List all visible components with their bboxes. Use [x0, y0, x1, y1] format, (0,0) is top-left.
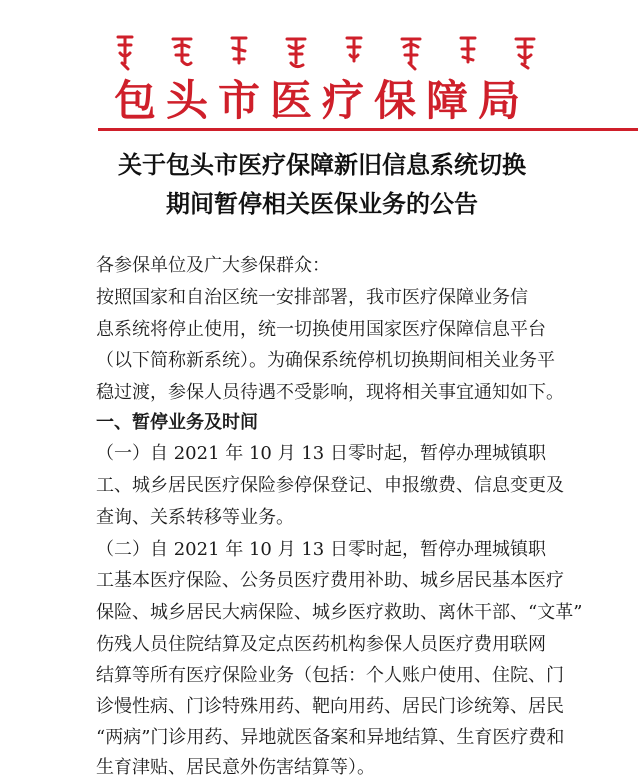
body-line: 稳过渡，参保人员待遇不受影响，现将相关事宜通知如下。	[96, 382, 564, 403]
issuing-organization-name: 包头市医疗保障局	[113, 76, 530, 125]
document-title-line-2: 期间暂停相关医保业务的公告	[166, 189, 478, 218]
mongolian-word-glyph	[281, 33, 311, 73]
body-line: （二）自 2021 年 10 月 13 日零时起，暂停办理城镇职	[96, 539, 546, 560]
body-line: 保险、城乡居民大病保险、城乡医疗救助、离休干部、“文革”	[96, 602, 583, 623]
body-line: 生育津贴、居民意外伤害结算等）。	[96, 757, 375, 778]
body-line: （以下简称新系统）。为确保系统停机切换期间相关业务平	[96, 350, 555, 371]
mongolian-word-glyph	[453, 33, 483, 73]
section-heading: 一、暂停业务及时间	[96, 412, 258, 433]
mongolian-word-glyph	[339, 33, 369, 73]
mongolian-word-glyph	[110, 33, 140, 73]
body-line: 工基本医疗保险、公务员医疗费用补助、城乡居民基本医疗	[96, 570, 564, 591]
body-line: 查询、关系转移等业务。	[96, 507, 294, 528]
body-line: 工、城乡居民医疗保险参停保登记、申报缴费、信息变更及	[96, 475, 564, 496]
body-line: 伤残人员住院结算及定点医药机构参保人员医疗费用联网	[96, 634, 546, 655]
body-line: 诊慢性病、门诊特殊用药、靶向用药、居民门诊统筹、居民	[96, 696, 564, 717]
mongolian-word-glyph	[167, 33, 197, 73]
document-title-line-1: 关于包头市医疗保障新旧信息系统切换	[118, 150, 526, 179]
mongolian-word-glyph	[396, 33, 426, 73]
salutation: 各参保单位及广大参保群众：	[96, 255, 330, 276]
body-line: 结算等所有医疗保险业务（包括：个人账户使用、住院、门	[96, 665, 564, 686]
mongolian-script-header	[110, 33, 540, 73]
body-line: （一）自 2021 年 10 月 13 日零时起，暂停办理城镇职	[96, 443, 546, 464]
body-line: 息系统将停止使用，统一切换使用国家医疗保障信息平台	[96, 319, 546, 340]
mongolian-word-glyph	[510, 33, 540, 73]
mongolian-word-glyph	[224, 33, 254, 73]
body-line: 按照国家和自治区统一安排部署，我市医疗保障业务信	[96, 287, 528, 308]
body-line: “两病”门诊用药、异地就医备案和异地结算、生育医疗费和	[96, 727, 565, 748]
red-header-rule	[98, 128, 638, 131]
